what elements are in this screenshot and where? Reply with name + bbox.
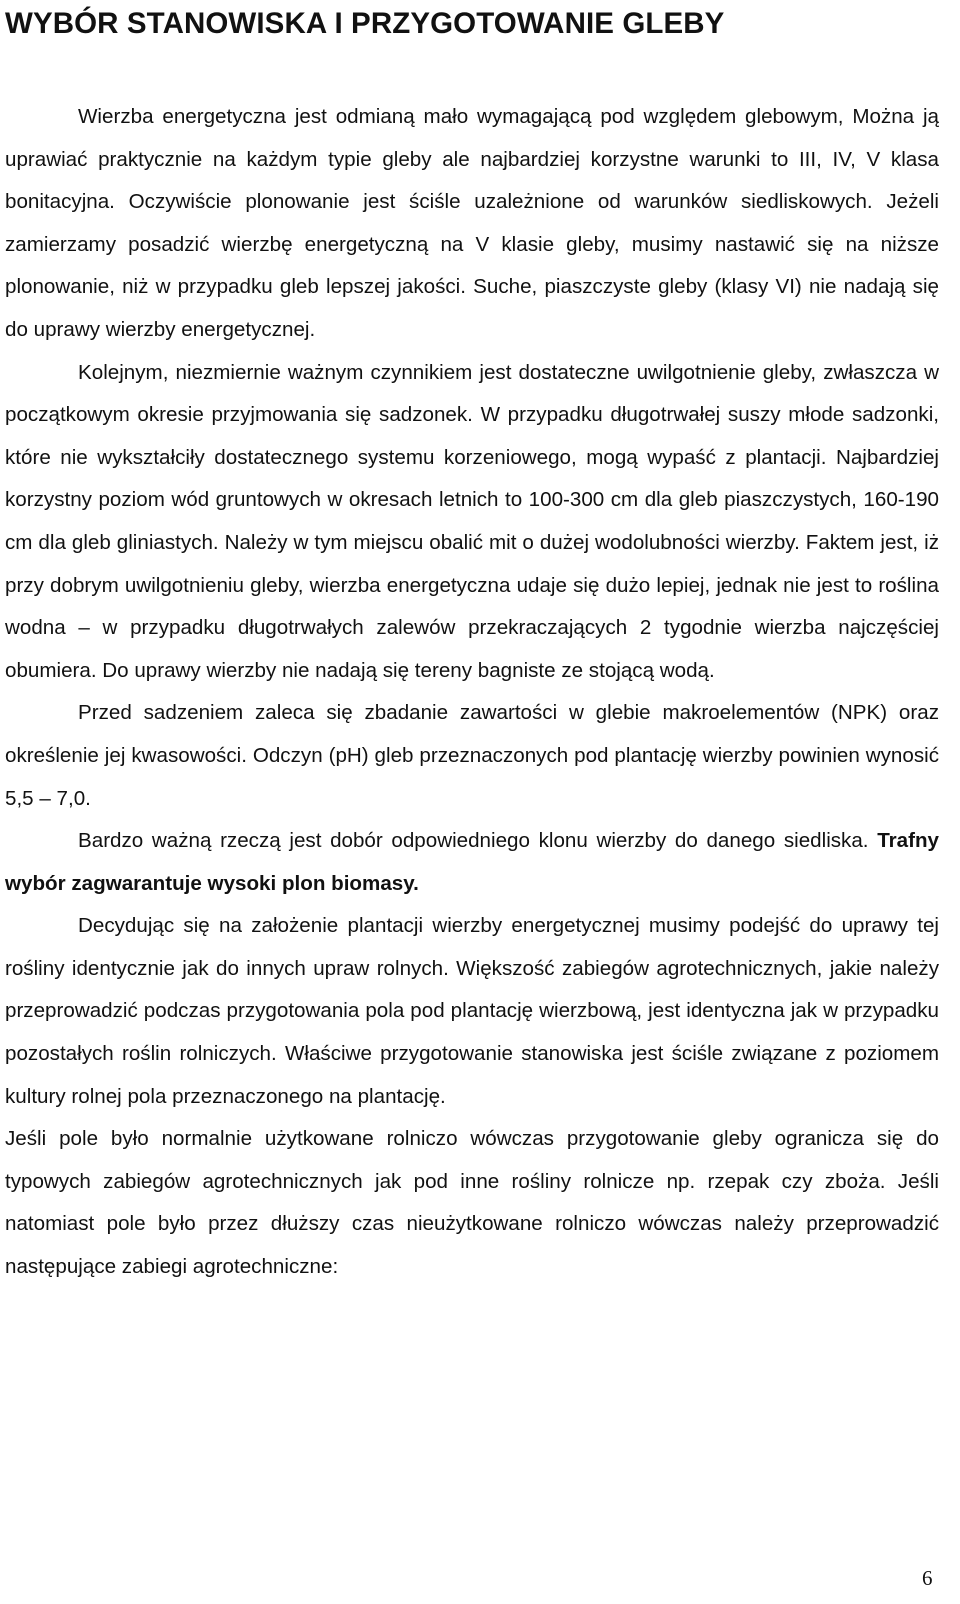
clone-selection-emphasis: Trafny wybór zagwarantuje wysoki plon biomasy. — [5, 829, 939, 895]
paragraph-soil-testing: Przed sadzeniem zaleca się zbadanie zawartości w glebie makroelementów (NPK) oraz określenie jej kwasowości. Odczyn (pH) gleb przeznaczonych pod plantację wierzby powinien wynosić 5,5 – 7,0. — [5, 701, 939, 810]
paragraph-agrotechnical-treatments: Jeśli pole było normalnie użytkowane rolniczo wówczas przygotowanie gleby ogranicza się do typowych zabiegów agrotechnicznych jak pod inne rośliny rolnicze np. rzepak czy zboża. Jeśli natomiast pole było przez dłuższy czas nieużytkowane rolniczo wówczas należy przeprowadzić następujące zabiegi agrotechniczne: — [5, 1127, 939, 1279]
document-body — [5, 96, 939, 1289]
paragraph-field-preparation: Decydując się na założenie plantacji wierzby energetycznej musimy podejść do uprawy tej rośliny identycznie jak do innych upraw rolnych. Większość zabiegów agrotechnicznych, jakie należy przeprowadzić podczas przygotowania pola pod plantację wierzbową, jest identyczna jak w przypadku pozostałych roślin rolniczych. Właściwe przygotowanie stanowiska jest ściśle związane z poziomem kultury rolnej pola przeznaczonego na plantację. — [5, 914, 939, 1108]
document-title: WYBÓR STANOWISKA I PRZYGOTOWANIE GLEBY — [5, 7, 725, 40]
page-number: 6 — [922, 1566, 933, 1590]
paragraph-soil-requirements: Wierzba energetyczna jest odmianą mało wymagającą pod względem glebowym, Można ją uprawiać praktycznie na każdym typie gleby ale najbardziej korzystne warunki to III, IV, V klasa bonitacyjna. Oczywiście plonowanie jest ściśle uzależnione od warunków siedliskowych. Jeżeli zamierzamy posadzić wierzbę energetyczną na V klasie gleby, musimy nastawić się na niższe plonowanie, niż w przypadku gleb lepszej jakości. Suche, piaszczyste gleby (klasy VI) nie nadają się do uprawy wierzby energetycznej. — [5, 105, 939, 341]
paragraph-soil-moisture: Kolejnym, niezmiernie ważnym czynnikiem jest dostateczne uwilgotnienie gleby, zwłaszcza w początkowym okresie przyjmowania się sadzonek. W przypadku długotrwałej suszy młode sadzonki, które nie wykształciły dostatecznego systemu korzeniowego, mogą wypaść z plantacji. Najbardziej korzystny poziom wód gruntowych w okresach letnich to 100-300 cm dla gleb piaszczystych, 160-190 cm dla gleb gliniastych. Należy w tym miejscu obalić mit o dużej wodolubności wierzby. Faktem jest, iż przy dobrym uwilgotnieniu gleby, wierzba energetyczna udaje się dużo lepiej, jednak nie jest to roślina wodna – w przypadku długotrwałych zalewów przekraczających 2 tygodnie wierzba najczęściej obumiera. Do uprawy wierzby nie nadają się tereny bagniste ze stojącą wodą. — [5, 360, 939, 682]
clone-selection-text: Bardzo ważną rzeczą jest dobór odpowiedniego klonu wierzby do danego siedliska. — [78, 829, 878, 853]
paragraph-clone-selection — [5, 820, 939, 905]
document-page — [5, 0, 939, 1289]
